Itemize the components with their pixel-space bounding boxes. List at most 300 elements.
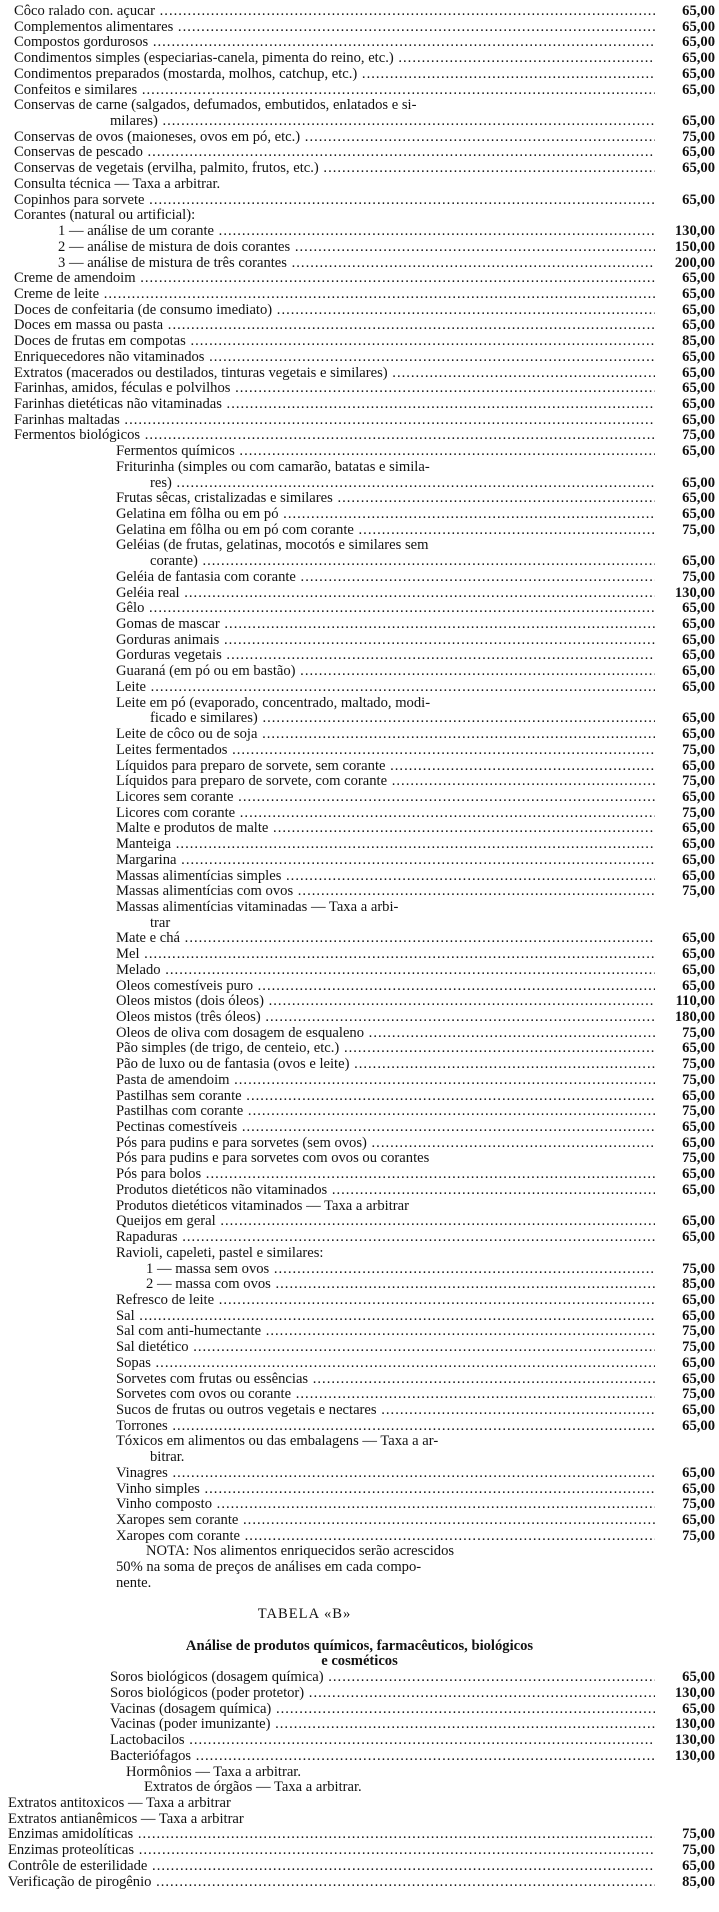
item-price: 65,00 — [682, 1480, 715, 1497]
item-price: 65,00 — [682, 395, 715, 412]
item-label: bitrar. — [150, 1450, 185, 1466]
table-row — [0, 240, 719, 256]
table-row — [0, 1843, 719, 1859]
item-label: Conservas de vegetais (ervilha, palmito, frutos, etc.) ..... — [14, 161, 655, 177]
item-label: Bacteriófagos ..... — [110, 1749, 655, 1765]
item-price: 75,00 — [682, 741, 715, 758]
item-label: Doces em massa ou pasta ..... — [14, 318, 655, 334]
item-label: Óleos comestíveis puro ..... — [116, 979, 655, 995]
item-label: Conservas de carne (salgados, defumados, embutidos, enlatados e si- — [14, 98, 417, 114]
table-row — [0, 570, 719, 586]
item-price: 65,00 — [682, 380, 715, 397]
table-row — [0, 1796, 719, 1812]
item-label: Côco ralado con. açucar ..... — [14, 4, 655, 20]
item-price: 75,00 — [682, 804, 715, 821]
item-price: 75,00 — [682, 1103, 715, 1120]
item-label: Geléia real ..... — [116, 586, 655, 602]
tabela-a-list — [0, 4, 719, 1544]
table-row — [0, 727, 719, 743]
item-price: 65,00 — [682, 474, 715, 491]
item-label: Malte e produtos de malte ..... — [116, 821, 655, 837]
item-label: Copinhos para sorvete ..... — [14, 193, 655, 209]
item-price: 75,00 — [682, 1071, 715, 1088]
table-row — [0, 963, 719, 979]
item-label: Vinagres ..... — [116, 1466, 655, 1482]
table-row — [0, 1372, 719, 1388]
item-price: 65,00 — [682, 1307, 715, 1324]
item-label: Soros biológicos (dosagem química) ..... — [110, 1670, 655, 1686]
item-label: 3 — análise de mistura de três corantes ..... — [58, 256, 655, 272]
table-row — [0, 1733, 719, 1749]
item-label: Gelatina em fôlha ou em pó ..... — [116, 507, 655, 523]
item-price: 65,00 — [682, 1119, 715, 1136]
item-price: 65,00 — [682, 1134, 715, 1151]
item-price: 75,00 — [682, 1842, 715, 1859]
item-price: 75,00 — [682, 427, 715, 444]
table-row — [0, 1277, 719, 1293]
table-row — [0, 1875, 719, 1891]
item-price: 65,00 — [682, 65, 715, 82]
item-label: Condimentos preparados (mostarda, molhos, catchup, etc.) ..... — [14, 67, 655, 83]
item-price: 75,00 — [682, 1339, 715, 1356]
table-row — [0, 1702, 719, 1718]
table-row — [0, 318, 719, 334]
table-row — [0, 601, 719, 617]
item-label: Leite ..... — [116, 680, 655, 696]
table-row — [0, 1780, 719, 1796]
item-label: Massas alimentícias vitaminadas — Taxa a arbi- — [116, 899, 399, 915]
table-row — [0, 1309, 719, 1325]
item-label: Sal ..... — [116, 1309, 655, 1325]
item-price: 75,00 — [682, 1260, 715, 1277]
item-price: 65,00 — [682, 616, 715, 633]
item-price: 65,00 — [682, 317, 715, 334]
item-price: 65,00 — [682, 1669, 715, 1686]
table-row — [0, 350, 719, 366]
item-price: 65,00 — [682, 443, 715, 460]
item-label: Sal com anti-humectante ..... — [116, 1324, 655, 1340]
item-price: 85,00 — [682, 333, 715, 350]
item-price: 65,00 — [682, 411, 715, 428]
item-price: 65,00 — [682, 160, 715, 177]
item-label: Sal dietético ..... — [116, 1340, 655, 1356]
table-row — [0, 947, 719, 963]
table-row — [0, 208, 719, 224]
item-price: 65,00 — [682, 1700, 715, 1717]
item-price: 200,00 — [674, 254, 715, 271]
table-row — [0, 869, 719, 885]
table-row — [0, 397, 719, 413]
table-row — [0, 161, 719, 177]
item-label: Margarina ..... — [116, 853, 655, 869]
item-price: 65,00 — [682, 3, 715, 19]
table-row — [0, 287, 719, 303]
table-row — [0, 1387, 719, 1403]
item-label: Gorduras animais ..... — [116, 633, 655, 649]
item-label: Líquidos para preparo de sorvete, sem corante ..... — [116, 759, 655, 775]
table-row — [0, 743, 719, 759]
item-label: Torrones ..... — [116, 1419, 655, 1435]
item-price: 130,00 — [674, 1747, 715, 1764]
item-price: 65,00 — [682, 270, 715, 287]
table-row — [0, 224, 719, 240]
item-price: 75,00 — [682, 521, 715, 538]
table-row — [0, 381, 719, 397]
item-price: 65,00 — [682, 867, 715, 884]
item-price: 130,00 — [674, 1716, 715, 1733]
table-row — [0, 774, 719, 790]
item-price: 65,00 — [682, 364, 715, 381]
table-row — [0, 271, 719, 287]
item-label: Pasta de amendoim ..... — [116, 1073, 655, 1089]
item-label: Extratos de órgãos — Taxa a arbitrar. — [144, 1780, 362, 1796]
item-price: 65,00 — [682, 1087, 715, 1104]
table-row — [0, 1529, 719, 1545]
item-price: 65,00 — [682, 1291, 715, 1308]
table-row — [0, 1340, 719, 1356]
item-label: Doces de confeitaria (de consumo imediato) ..... — [14, 303, 655, 319]
table-row — [0, 1434, 719, 1450]
table-row — [0, 256, 719, 272]
item-label: Leite em pó (evaporado, concentrado, maltado, modi- — [116, 695, 431, 711]
table-row — [0, 916, 719, 932]
item-label: Extratos antianêmicos — Taxa a arbitrar — [8, 1811, 244, 1827]
item-label: Pastilhas sem corante ..... — [116, 1089, 655, 1105]
item-price: 75,00 — [682, 1386, 715, 1403]
item-price: 65,00 — [682, 1213, 715, 1230]
item-label: Pectinas comestíveis ..... — [116, 1120, 655, 1136]
nota-line: nente. — [116, 1575, 152, 1591]
item-label: 1 — análise de um corante ..... — [58, 224, 655, 240]
table-row — [0, 83, 719, 99]
item-label: Farinhas dietéticas não vitaminadas ..... — [14, 397, 655, 413]
item-label: Sucos de frutas ou outros vegetais e nectares ..... — [116, 1403, 655, 1419]
table-row — [0, 1324, 719, 1340]
table-row — [0, 1293, 719, 1309]
item-label: Produtos dietéticos não vitaminados ..... — [116, 1183, 655, 1199]
table-row — [0, 1120, 719, 1136]
item-price: 65,00 — [682, 757, 715, 774]
item-price: 85,00 — [682, 1873, 715, 1890]
item-label: Gelatina em fôlha ou em pó com corante ..... — [116, 523, 655, 539]
table-row — [0, 1041, 719, 1057]
item-label: Complementos alimentares ..... — [14, 20, 655, 36]
item-price: 150,00 — [674, 238, 715, 255]
item-label: Pós para bolos ..... — [116, 1167, 655, 1183]
item-price: 65,00 — [682, 678, 715, 695]
table-row — [0, 1246, 719, 1262]
table-row — [0, 1749, 719, 1765]
table-row — [0, 1262, 719, 1278]
table-row — [0, 617, 719, 633]
table-row — [0, 759, 719, 775]
nota-paragraph — [0, 1544, 719, 1560]
table-row — [0, 1230, 719, 1246]
item-label: Sorvetes com frutas ou essências ..... — [116, 1372, 655, 1388]
item-label: Enzimas proteolíticas ..... — [8, 1843, 655, 1859]
item-label: Ravioli, capeleti, pastel e similares: — [116, 1245, 324, 1261]
price-table-document — [0, 4, 719, 1890]
item-price: 65,00 — [682, 820, 715, 837]
item-label: Manteiga ..... — [116, 837, 655, 853]
item-label: Xaropes com corante ..... — [116, 1529, 655, 1545]
item-label: Licores com corante ..... — [116, 806, 655, 822]
item-price: 75,00 — [682, 128, 715, 145]
table-row — [0, 1073, 719, 1089]
item-label: Pastilhas com corante ..... — [116, 1104, 655, 1120]
item-price: 65,00 — [682, 113, 715, 130]
item-label: Tóxicos em alimentos ou das embalagens — Taxa a ar- — [116, 1434, 439, 1450]
table-row — [0, 1450, 719, 1466]
item-label: Lactobacilos ..... — [110, 1733, 655, 1749]
table-row — [0, 334, 719, 350]
item-label: milares) ..... — [110, 114, 655, 130]
item-label: Pão simples (de trigo, de centeio, etc.) ..... — [116, 1041, 655, 1057]
item-price: 65,00 — [682, 930, 715, 947]
item-price: 65,00 — [682, 788, 715, 805]
item-label: Creme de amendoim ..... — [14, 271, 655, 287]
table-row — [0, 303, 719, 319]
item-label: Leite de côco ou de soja ..... — [116, 727, 655, 743]
item-label: Confeitos e similares ..... — [14, 83, 655, 99]
table-row — [0, 900, 719, 916]
item-label: Frutas sêcas, cristalizadas e similares ..... — [116, 491, 655, 507]
item-price: 75,00 — [682, 883, 715, 900]
table-row — [0, 1199, 719, 1215]
table-row — [0, 1497, 719, 1513]
item-label: Produtos dietéticos vitaminados — Taxa a arbitrar — [116, 1198, 409, 1214]
item-label: Xaropes sem corante ..... — [116, 1513, 655, 1529]
table-row — [0, 67, 719, 83]
item-price: 65,00 — [682, 961, 715, 978]
table-row — [0, 696, 719, 712]
item-label: Consulta técnica — Taxa a arbitrar. — [14, 176, 221, 192]
item-label: Geléias (de frutas, gelatinas, mocotós e similares sem — [116, 538, 429, 554]
item-label: Pós para pudins e para sorvetes (sem ovos) ..... — [116, 1136, 655, 1152]
table-row — [0, 1513, 719, 1529]
item-price: 65,00 — [682, 1401, 715, 1418]
item-label: Leites fermentados ..... — [116, 743, 655, 759]
table-row — [0, 1167, 719, 1183]
item-label: Fermentos biológicos ..... — [14, 428, 655, 444]
item-label: Óleos mistos (três óleos) ..... — [116, 1010, 655, 1026]
item-label: Contrôle de esterilidade ..... — [8, 1859, 655, 1875]
item-label: Refresco de leite ..... — [116, 1293, 655, 1309]
item-price: 65,00 — [682, 1229, 715, 1246]
item-label: Gorduras vegetais ..... — [116, 648, 655, 664]
table-row — [0, 51, 719, 67]
item-price: 65,00 — [682, 144, 715, 161]
item-label: Extratos antitoxicos — Taxa a arbitrar — [8, 1795, 231, 1811]
item-price: 65,00 — [682, 1417, 715, 1434]
item-label: 2 — massa com ovos ..... — [146, 1277, 655, 1293]
table-row — [0, 931, 719, 947]
item-price: 75,00 — [682, 1527, 715, 1544]
table-row — [0, 1812, 719, 1828]
table-row — [0, 476, 719, 492]
table-row — [0, 806, 719, 822]
item-label: Pós para pudins e para sorvetes com ovos ou corantes — [116, 1151, 430, 1167]
item-price: 130,00 — [674, 1732, 715, 1749]
item-price: 65,00 — [682, 851, 715, 868]
item-label: Gêlo ..... — [116, 601, 655, 617]
table-row — [0, 1419, 719, 1435]
tabela-b-title: TABELA «B» — [257, 1606, 352, 1623]
table-row — [0, 491, 719, 507]
item-price: 75,00 — [682, 1323, 715, 1340]
item-label: Vinho composto ..... — [116, 1497, 655, 1513]
table-row — [0, 4, 719, 20]
item-label: Doces de frutas em compotas ..... — [14, 334, 655, 350]
item-label: Creme de leite ..... — [14, 287, 655, 303]
item-price: 65,00 — [682, 1464, 715, 1481]
item-price: 85,00 — [682, 1276, 715, 1293]
item-label: Pão de luxo ou de fantasia (ovos e leite) ..... — [116, 1057, 655, 1073]
item-price: 65,00 — [682, 663, 715, 680]
item-price: 65,00 — [682, 285, 715, 302]
table-row — [0, 884, 719, 900]
item-price: 65,00 — [682, 1512, 715, 1528]
table-row — [0, 130, 719, 146]
item-label: Verificação de pirogênio ..... — [8, 1875, 655, 1891]
table-row — [0, 538, 719, 554]
table-row — [0, 1670, 719, 1686]
table-row — [0, 1686, 719, 1702]
table-row — [0, 444, 719, 460]
table-row — [0, 428, 719, 444]
item-price: 65,00 — [682, 191, 715, 208]
table-row — [0, 1010, 719, 1026]
item-label: Óleos mistos (dois óleos) ..... — [116, 994, 655, 1010]
item-price: 65,00 — [682, 348, 715, 365]
table-row — [0, 1183, 719, 1199]
table-row — [0, 1827, 719, 1843]
table-row — [0, 114, 719, 130]
item-price: 75,00 — [682, 1826, 715, 1843]
table-row — [0, 1214, 719, 1230]
table-row — [0, 1859, 719, 1875]
item-price: 75,00 — [682, 1056, 715, 1073]
table-row — [0, 413, 719, 429]
item-price: 65,00 — [682, 18, 715, 35]
table-row — [0, 979, 719, 995]
table-row — [0, 1026, 719, 1042]
table-row — [0, 98, 719, 114]
table-row — [0, 711, 719, 727]
item-label: Vacinas (dosagem química) ..... — [110, 1702, 655, 1718]
table-row — [0, 1356, 719, 1372]
item-label: Enzimas amidolíticas ..... — [8, 1827, 655, 1843]
item-label: Melado ..... — [116, 963, 655, 979]
table-row — [0, 664, 719, 680]
item-label: Mate e chá ..... — [116, 931, 655, 947]
item-label: trar — [150, 915, 171, 931]
item-label: Corantes (natural ou artificial): — [14, 208, 196, 224]
tabela-b-subtitle-cont: e cosméticos — [321, 1653, 398, 1670]
table-row — [0, 994, 719, 1010]
item-label: Geléia de fantasia com corante ..... — [116, 570, 655, 586]
table-row — [0, 648, 719, 664]
item-label: Soros biológicos (poder protetor) ..... — [110, 1686, 655, 1702]
item-label: Rapaduras ..... — [116, 1230, 655, 1246]
item-price: 65,00 — [682, 1370, 715, 1387]
item-label: Conservas de ovos (maioneses, ovos em pó, etc.) ..... — [14, 130, 655, 146]
item-price: 65,00 — [682, 631, 715, 648]
item-label: Conservas de pescado ..... — [14, 145, 655, 161]
table-row — [0, 633, 719, 649]
item-label: Friturinha (simples ou com camarão, batatas e simila- — [116, 459, 430, 475]
item-label: Farinhas, amidos, féculas e polvilhos ..... — [14, 381, 655, 397]
item-price: 65,00 — [682, 81, 715, 98]
table-row — [0, 837, 719, 853]
item-price: 75,00 — [682, 1024, 715, 1041]
item-label: Condimentos simples (especiarias-canela, pimenta do reino, etc.) ..... — [14, 51, 655, 67]
item-price: 130,00 — [674, 1684, 715, 1701]
item-label: ficado e similares) ..... — [150, 711, 655, 727]
item-label: Compostos gordurosos ..... — [14, 35, 655, 51]
item-price: 65,00 — [682, 1166, 715, 1183]
table-row — [0, 1089, 719, 1105]
item-label: Licores sem corante ..... — [116, 790, 655, 806]
table-row — [0, 507, 719, 523]
table-row — [0, 853, 719, 869]
item-label: 2 — análise de mistura de dois corantes ..... — [58, 240, 655, 256]
table-row — [0, 1136, 719, 1152]
item-price: 65,00 — [682, 977, 715, 994]
item-price: 65,00 — [682, 553, 715, 570]
item-price: 75,00 — [682, 1496, 715, 1513]
item-label: corante) ..... — [150, 554, 655, 570]
table-row — [0, 20, 719, 36]
item-label: Massas alimentícias simples ..... — [116, 869, 655, 885]
item-label: Massas alimentícias com ovos ..... — [116, 884, 655, 900]
item-label: Fermentos químicos ..... — [116, 444, 655, 460]
table-row — [0, 1151, 719, 1167]
table-row — [0, 460, 719, 476]
item-price: 65,00 — [682, 946, 715, 963]
item-price: 65,00 — [682, 647, 715, 664]
table-row — [0, 821, 719, 837]
item-label: Sopas ..... — [116, 1356, 655, 1372]
item-price: 65,00 — [682, 506, 715, 522]
table-row — [0, 1482, 719, 1498]
item-price: 130,00 — [674, 584, 715, 601]
table-row — [0, 1104, 719, 1120]
table-row — [0, 366, 719, 382]
item-label: Vacinas (poder imunizante) ..... — [110, 1717, 655, 1733]
item-label: Gomas de mascar ..... — [116, 617, 655, 633]
item-price: 65,00 — [682, 1040, 715, 1057]
item-label: Líquidos para preparo de sorvete, com corante ..... — [116, 774, 655, 790]
table-row — [0, 680, 719, 696]
item-price: 75,00 — [682, 1150, 715, 1167]
item-price: 110,00 — [675, 993, 715, 1010]
nota-paragraph-cont — [0, 1560, 719, 1591]
item-price: 65,00 — [682, 34, 715, 51]
item-label: Mel ..... — [116, 947, 655, 963]
item-price: 65,00 — [682, 1354, 715, 1371]
item-price: 65,00 — [682, 836, 715, 853]
item-label: Hormônios — Taxa a arbitrar. — [126, 1764, 302, 1780]
item-price: 65,00 — [682, 726, 715, 743]
item-label: Queijos em geral ..... — [116, 1214, 655, 1230]
table-row — [0, 1403, 719, 1419]
item-label: 1 — massa sem ovos ..... — [146, 1262, 655, 1278]
item-price: 65,00 — [682, 1857, 715, 1874]
item-price: 130,00 — [674, 223, 715, 240]
item-label: Extratos (macerados ou destilados, tinturas vegetais e similares) ..... — [14, 366, 655, 382]
nota-line: 50% na soma de preços de análises em cada compo- — [116, 1560, 422, 1576]
